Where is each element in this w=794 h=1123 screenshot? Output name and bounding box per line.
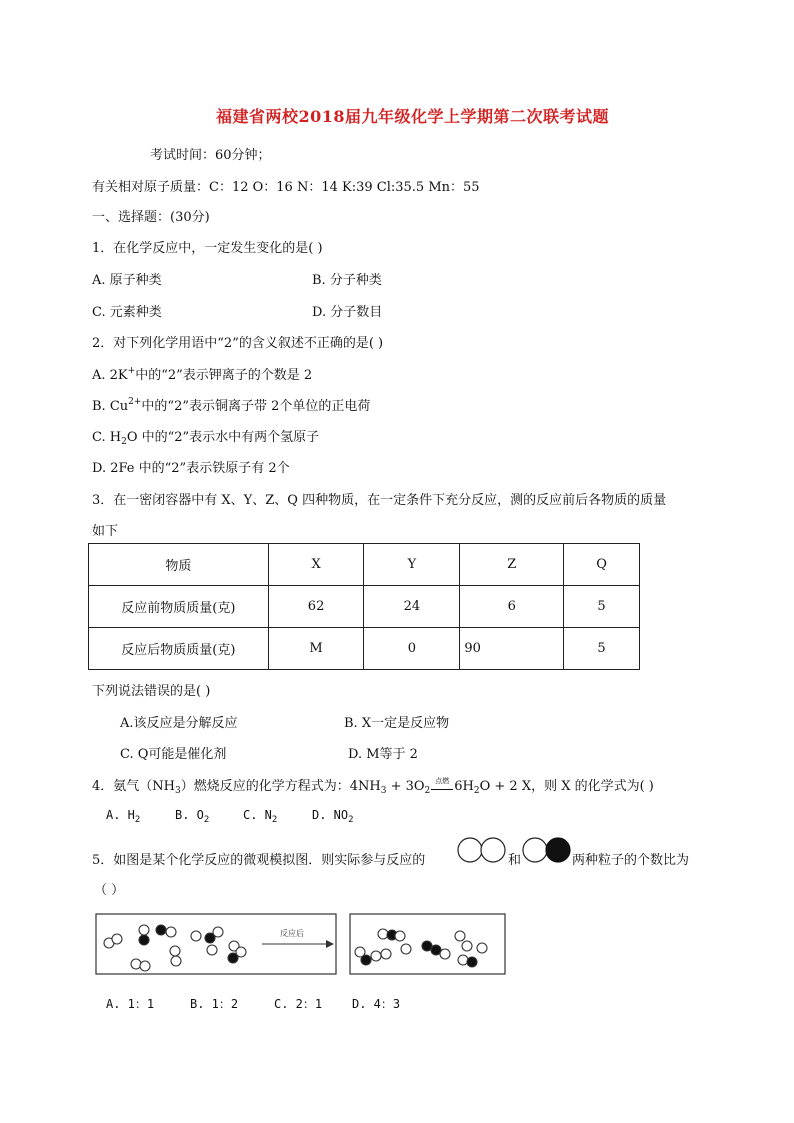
q5-option-a[interactable]: A. 1：1 <box>106 997 155 1011</box>
q4-sub: 2 <box>424 786 431 796</box>
q4-option-d[interactable] <box>312 808 354 825</box>
table-row <box>89 586 640 628</box>
q5-answer-paren: （ ） <box>94 883 125 898</box>
table-cell: 5 <box>564 586 640 628</box>
q4-text: ）燃烧反应的化学方程式为：4NH <box>180 779 381 794</box>
arrow-label: 反应后 <box>280 929 304 938</box>
q2-c-sub: 2 <box>121 437 127 447</box>
q3-option-b[interactable]: B. X一定是反应物 <box>344 716 450 731</box>
reaction-arrow <box>430 779 454 794</box>
table-row <box>89 628 640 670</box>
q5-stem <box>92 849 425 868</box>
q1-option-b[interactable]: B. 分子种类 <box>312 273 382 288</box>
q4-option-c[interactable] <box>243 808 277 825</box>
table-cell: 90 <box>460 628 564 670</box>
q2-a-rest: 中的“2”表示钾离子的个数是 2 <box>135 368 313 383</box>
q4-a-text: A. H <box>106 808 135 822</box>
q2-a-sup: + <box>127 366 136 376</box>
q4-c-text: C. N <box>243 808 272 822</box>
q5-option-c[interactable]: C. 2：1 <box>274 997 323 1011</box>
section-heading: 一、选择题：(30分) <box>92 210 210 225</box>
table-cell: 5 <box>564 628 640 670</box>
table-cell: Q <box>564 544 640 586</box>
q2-c-rest: O 中的“2”表示水中有两个氢原子 <box>126 430 320 445</box>
q3-option-d[interactable]: D. M等于 2 <box>348 747 418 762</box>
q3-stem-line1: 3．在一密闭容器中有 X、Y、Z、Q 四种物质，在一定条件下充分反应，测的反应前后各物质的质量 <box>92 493 667 508</box>
q4-c-sub: 2 <box>271 815 278 825</box>
table-cell: Y <box>364 544 460 586</box>
q1-option-a[interactable]: A. 原子种类 <box>92 273 162 288</box>
white-molecule-icon <box>456 836 508 864</box>
q2-b-text: B. Cu <box>92 399 129 414</box>
table-cell: 0 <box>364 628 460 670</box>
q5-option-d[interactable]: D. 4：3 <box>352 997 401 1011</box>
table-cell: 物质 <box>89 544 269 586</box>
table-header-row <box>89 544 640 586</box>
table-cell: 62 <box>268 586 364 628</box>
q5-and: 和 <box>508 853 522 868</box>
q1-stem: 1．在化学反应中，一定发生变化的是( ) <box>92 241 323 256</box>
q4-sub: 3 <box>174 786 181 796</box>
q4-text: O + 2 X，则 X 的化学式为( ) <box>479 779 654 794</box>
q3-question: 下列说法错误的是( ) <box>92 684 211 699</box>
reaction-diagram <box>90 908 510 978</box>
q4-d-sub: 2 <box>348 815 354 825</box>
q4-text: 6H <box>454 779 474 794</box>
q2-b-sup: 2+ <box>128 397 142 407</box>
table-cell: 反应后物质质量(克) <box>89 628 269 670</box>
table-cell: Z <box>460 544 564 586</box>
q4-stem <box>92 775 654 796</box>
q4-sub: 3 <box>380 786 387 796</box>
table-cell: 反应前物质质量(克) <box>89 586 269 628</box>
q2-option-c[interactable] <box>92 426 319 447</box>
q4-text: + 3O <box>386 779 425 794</box>
q3-option-c[interactable]: C. Q可能是催化剂 <box>120 747 227 762</box>
table-cell: M <box>268 628 364 670</box>
table-cell: X <box>268 544 364 586</box>
q2-option-d[interactable]: D. 2Fe 中的“2”表示铁原子有 2个 <box>92 461 290 476</box>
q2-c-text: C. H <box>92 430 122 445</box>
q2-stem: 2．对下列化学用语中“2”的含义叙述不正确的是( ) <box>92 336 384 351</box>
mass-table <box>88 543 640 670</box>
table-cell: 6 <box>460 586 564 628</box>
q4-b-sub: 2 <box>203 815 210 825</box>
q4-option-b[interactable] <box>175 808 209 825</box>
exam-time: 考试时间：60分钟； <box>150 148 271 163</box>
q4-d-text: D. NO <box>312 808 349 822</box>
q2-option-a[interactable] <box>92 364 312 383</box>
q5-stem-rest: 两种粒子的个数比为 <box>572 853 690 868</box>
q3-stem-line2: 如下 <box>92 524 119 539</box>
q4-sub: 2 <box>473 786 480 796</box>
q5-text: 5．如图是某个化学反应的微观模拟图．则实际参与反应的 <box>92 853 426 868</box>
q4-text: 4．氨气（NH <box>92 779 175 794</box>
q4-a-sub: 2 <box>134 815 141 825</box>
q3-option-a[interactable]: A.该反应是分解反应 <box>120 716 238 731</box>
page-title: 福建省两校2018届九年级化学上学期第二次联考试题 <box>216 107 610 126</box>
q5-option-b[interactable]: B. 1：2 <box>190 997 239 1011</box>
q2-a-text: A. 2K <box>92 368 128 383</box>
q2-b-rest: 中的“2”表示铜离子带 2个单位的正电荷 <box>141 399 371 414</box>
mixed-molecule-icon <box>522 836 572 864</box>
reaction-condition: 点燃 <box>435 777 450 785</box>
q4-option-a[interactable] <box>106 808 140 825</box>
q4-b-text: B. O <box>175 808 204 822</box>
atomic-mass-line: 有关相对原子质量：C：12 O：16 N：14 K:39 Cl:35.5 Mn：55 <box>92 180 480 195</box>
q2-option-b[interactable] <box>92 395 370 414</box>
table-cell: 24 <box>364 586 460 628</box>
q1-option-d[interactable]: D. 分子数目 <box>312 305 383 320</box>
q1-option-c[interactable]: C. 元素种类 <box>92 305 162 320</box>
